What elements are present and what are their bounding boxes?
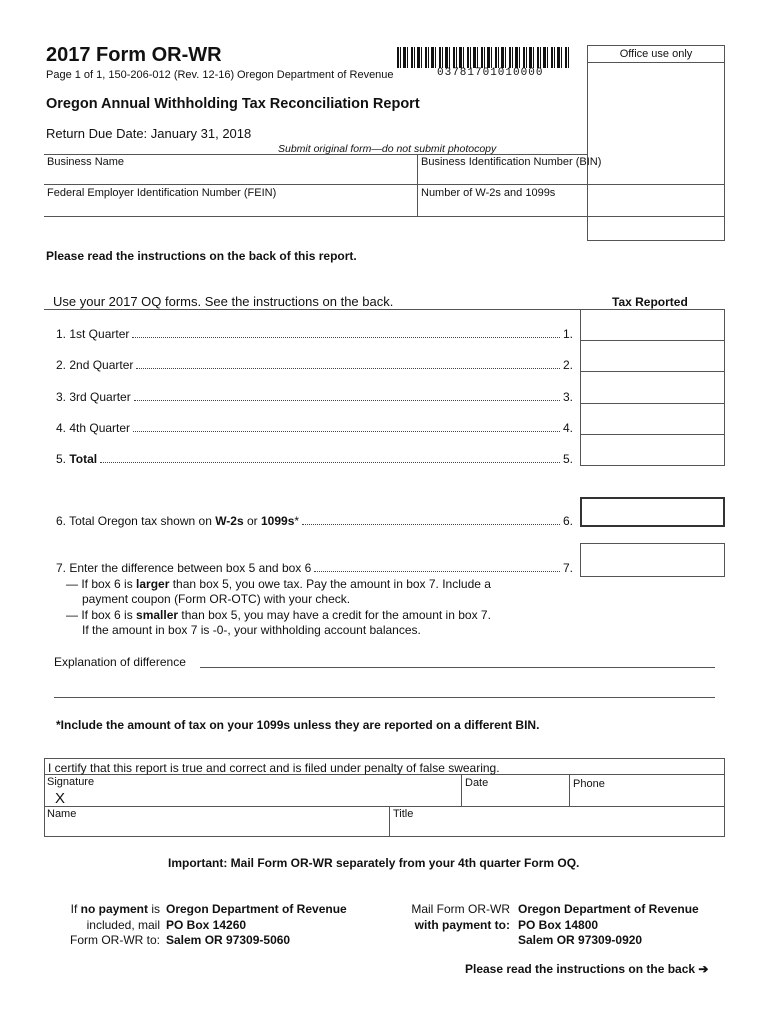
signature-label: Signature <box>47 776 95 788</box>
report-title: Oregon Annual Withholding Tax Reconciliation Report <box>46 96 420 112</box>
phone-label: Phone <box>573 778 605 790</box>
mail-no-payment-address: Oregon Department of Revenue PO Box 14260 Salem OR 97309-5060 <box>166 902 347 947</box>
mail-payment-label: Mail Form OR-WR with payment to: <box>411 902 510 932</box>
bin-field[interactable] <box>421 168 583 182</box>
lines-intro: Use your 2017 OQ forms. See the instructions on the back. <box>53 294 394 309</box>
name-field[interactable] <box>47 820 385 835</box>
line-1: 1. 1st Quarter 1. <box>56 327 573 341</box>
due-date: Return Due Date: January 31, 2018 <box>46 126 252 141</box>
box-2-input[interactable] <box>581 341 724 371</box>
page-info: Page 1 of 1, 150-206-012 (Rev. 12-16) <box>46 69 235 81</box>
box-4-input[interactable] <box>581 404 724 434</box>
form-title: 2017 Form OR-WR <box>46 44 222 66</box>
mail-no-payment-label: If no payment is included, mail Form OR-WR to: <box>70 902 160 947</box>
explanation-label: Explanation of difference <box>54 655 186 669</box>
phone-field[interactable] <box>573 790 721 805</box>
arrow-right-icon: ➔ <box>698 962 709 976</box>
date-label: Date <box>465 777 489 789</box>
bin-label: Business Identification Number (BIN) <box>421 156 602 168</box>
certify-statement: I certify that this report is true and correct and is filed under penalty of false swearing. <box>48 761 500 775</box>
box-5-input[interactable] <box>581 435 724 465</box>
box-6-input[interactable] <box>580 497 725 527</box>
line-3: 3. 3rd Quarter 3. <box>56 390 573 404</box>
explanation-field[interactable] <box>200 650 715 666</box>
w2-count-label: Number of W-2s and 1099s <box>421 187 556 199</box>
read-instructions: Please read the instructions on the back of this report. <box>46 249 357 263</box>
business-name-label: Business Name <box>47 156 125 168</box>
tax-reported-header: Tax Reported <box>612 295 688 309</box>
box-3-input[interactable] <box>581 372 724 403</box>
barcode <box>397 47 569 68</box>
explanation-field-2[interactable] <box>54 680 715 696</box>
title-label: Title <box>393 808 414 820</box>
line-7: 7. Enter the difference between box 5 and box 6 7. <box>56 561 573 575</box>
mail-payment-address: Oregon Department of Revenue PO Box 14800 Salem OR 97309-0920 <box>518 902 699 947</box>
line-7-larger: — If box 6 is larger than box 5, you owe tax. Pay the amount in box 7. Include a <box>66 577 491 591</box>
date-field[interactable] <box>465 790 565 805</box>
submit-note: Submit original form—do not submit photocopy <box>278 143 497 155</box>
line-4: 4. 4th Quarter 4. <box>56 421 573 435</box>
fein-field[interactable] <box>47 199 413 214</box>
line-2: 2. 2nd Quarter 2. <box>56 358 573 372</box>
line-7-smaller-cont: If the amount in box 7 is -0-, your withholding account balances. <box>82 623 421 637</box>
w2-count-field[interactable] <box>421 199 721 214</box>
department-name: Oregon Department of Revenue <box>237 69 394 81</box>
signature-field[interactable] <box>70 789 457 805</box>
line-5: 5. Total 5. <box>56 452 573 466</box>
office-use-label: Office use only <box>619 48 693 60</box>
barcode-number: 03781701010000 <box>437 67 544 79</box>
important-note: Important: Mail Form OR-WR separately from your 4th quarter Form OQ. <box>168 856 580 870</box>
box-1-input[interactable] <box>581 310 724 340</box>
name-label: Name <box>47 808 77 820</box>
line-7-smaller: — If box 6 is smaller than box 5, you may have a credit for the amount in box 7. <box>66 608 491 622</box>
line-7-larger-cont: payment coupon (Form OR-OTC) with your check. <box>82 592 351 606</box>
business-name-field[interactable] <box>47 168 413 182</box>
box-7-input[interactable] <box>580 543 725 577</box>
title-field[interactable] <box>393 820 721 835</box>
signature-x-mark: X <box>55 790 66 807</box>
back-instructions-note: Please read the instructions on the back ➔ <box>465 962 709 976</box>
fein-label: Federal Employer Identification Number (FEIN) <box>47 187 277 199</box>
line-6: 6. Total Oregon tax shown on W-2s or 1099s * 6. <box>56 514 573 528</box>
include-note: *Include the amount of tax on your 1099s unless they are reported on a different BIN. <box>56 718 540 732</box>
